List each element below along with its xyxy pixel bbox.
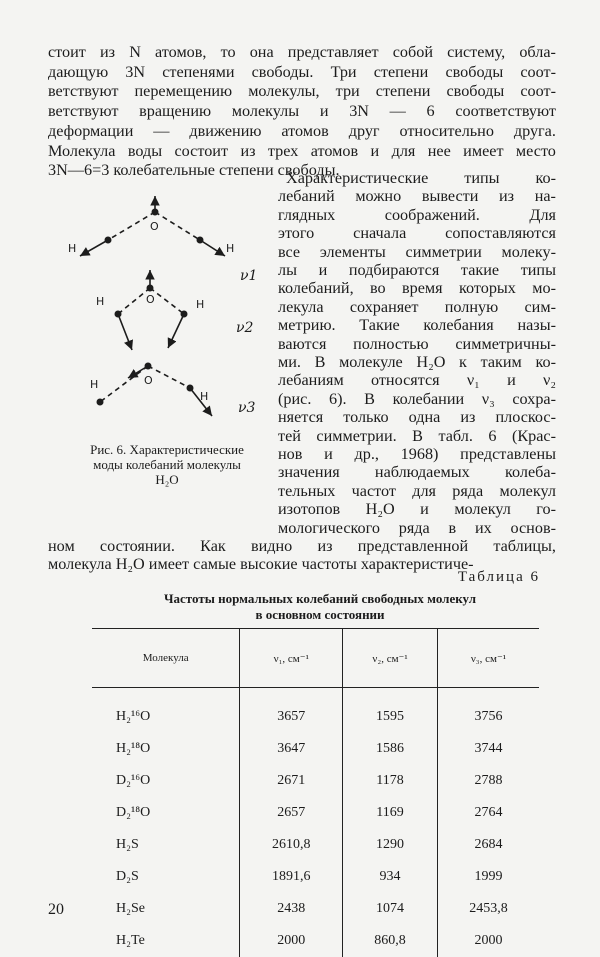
text-line: тей симметрии. В табл. 6 (Крас- — [278, 426, 556, 445]
table-cell-v3: 3756 — [437, 688, 539, 734]
text-line: лекула сохраняет полную сим- — [278, 297, 556, 316]
table-row — [92, 861, 539, 893]
table-cell-v1: 2438 — [240, 893, 343, 925]
table-row — [92, 925, 539, 957]
table-cell-molecule: H₂Se — [116, 901, 145, 916]
atom-h-label: H — [96, 295, 105, 308]
text-line: 3N—6=3 колебательные степени свободы. — [48, 161, 340, 180]
mode-label-v1: ν1 — [240, 268, 258, 284]
atom-h-label: H — [226, 242, 235, 255]
atom-h-label: H — [200, 390, 209, 403]
text-line: ветствуют перемещению молекулы, три степени свободы соот- — [48, 82, 556, 101]
text-line: деформации — движению атомов друг относительно друга. — [48, 121, 556, 140]
table-cell-v2: 1169 — [343, 797, 438, 829]
table-cell-molecule: H₂¹⁶O — [116, 709, 151, 724]
text-line: этого сначала сопоставляются — [278, 224, 556, 243]
table-row — [92, 797, 539, 829]
text-line: стоит из N атомов, то она представляет собой систему, обла- — [48, 43, 556, 61]
table-cell-v2: 1178 — [343, 765, 438, 797]
text-line: ми. В молекуле H₂O к таким ко- — [278, 353, 556, 371]
column-header: ν₁, см⁻¹ — [240, 629, 343, 688]
table-cell-v3: 2788 — [437, 765, 539, 797]
text-line: Молекула воды состоит из трех атомов и для нее имеет место — [48, 141, 556, 160]
text-line: ветствуют вращению молекулы и 3N — 6 соответствуют — [48, 102, 556, 121]
text-line: нов и др., 1968) представлены — [278, 445, 556, 463]
table-row — [92, 733, 539, 765]
table-cell-v1: 2657 — [240, 797, 343, 829]
text-line: лебаний можно вывести из на- — [278, 187, 556, 206]
text-line: лебаниям относятся ν₁ и ν₂ — [278, 371, 556, 390]
table-cell-v1: 3647 — [240, 733, 343, 765]
atom-h-label: H — [90, 378, 99, 391]
table-cell-v3: 2764 — [437, 797, 539, 829]
atom-o-label: O — [144, 374, 153, 387]
table-cell-v3: 1999 — [437, 861, 539, 893]
table-cell-v3: 3744 — [437, 733, 539, 765]
table-title: в основном состоянии — [255, 607, 385, 622]
table-cell-v3: 2000 — [437, 925, 539, 957]
table-cell-molecule: H₂S — [116, 837, 139, 852]
text-line: значения наблюдаемых колеба- — [278, 463, 556, 482]
table-cell-v2: 860,8 — [343, 925, 438, 957]
table-cell-v2: 1074 — [343, 893, 438, 925]
mode-label-v3: ν3 — [238, 400, 256, 416]
table-cell-v1: 3657 — [240, 688, 343, 734]
text-line: колебаний, во время которых мо- — [278, 279, 556, 298]
table-number: Таблица 6 — [457, 569, 540, 585]
table-cell-molecule: D₂¹⁸O — [116, 805, 151, 820]
table-row — [92, 829, 539, 861]
column-header: ν₃, см⁻¹ — [437, 629, 539, 688]
table-cell-v2: 1586 — [343, 733, 438, 765]
table-cell-v1: 2610,8 — [240, 829, 343, 861]
atom-o-label: O — [146, 293, 155, 306]
text-line: тельных частот для ряда молекул — [278, 481, 556, 500]
frequency-table — [92, 628, 539, 957]
table-row — [92, 893, 539, 925]
table-cell-molecule: D₂¹⁶O — [116, 773, 151, 788]
text-line: все элементы симметрии молеку- — [278, 242, 556, 261]
table-row — [92, 688, 539, 734]
table-cell-v1: 1891,6 — [240, 861, 343, 893]
column-header: Молекула — [92, 629, 240, 688]
table-cell-molecule: H₂Te — [116, 933, 145, 948]
text-line: изотопов H₂O и молекул го- — [278, 500, 556, 519]
atom-h-label: H — [196, 298, 205, 311]
table-cell-molecule: H₂¹⁸O — [116, 741, 151, 756]
table-row — [92, 765, 539, 797]
atom-h-label: H — [68, 242, 77, 255]
page-number: 20 — [48, 901, 64, 918]
text-line: ном состоянии. Как видно из представленной таблицы, — [48, 537, 556, 555]
text-line: Характеристические типы ко- — [286, 169, 556, 187]
vibration-modes-figure — [50, 190, 270, 440]
table-cell-v2: 1290 — [343, 829, 438, 861]
column-header: ν₂, см⁻¹ — [343, 629, 438, 688]
table-cell-v1: 2671 — [240, 765, 343, 797]
text-line: дающую 3N степенями свободы. Три степени свободы соот- — [48, 62, 556, 81]
table-cell-v2: 934 — [343, 861, 438, 893]
text-line: глядных соображений. Для — [278, 205, 556, 224]
figure-caption: Рис. 6. Характеристические моды колебаний молекулы H₂O — [90, 442, 244, 487]
text-line: ваются полностью симметричны- — [278, 334, 556, 353]
table-cell-v2: 1595 — [343, 688, 438, 734]
text-line: няется только одна из плоскос- — [278, 408, 556, 427]
mode-label-v2: ν2 — [236, 320, 254, 336]
atom-o-label: O — [150, 220, 159, 233]
table-cell-molecule: D₂S — [116, 869, 139, 884]
text-line: мологического ряда в их основ- — [278, 518, 556, 537]
table-cell-v3: 2453,8 — [437, 893, 539, 925]
text-line: молекула H₂O имеет самые высокие частоты характеристиче- — [48, 555, 474, 574]
table-cell-v3: 2684 — [437, 829, 539, 861]
table-title: Частоты нормальных колебаний свободных молекул — [163, 591, 476, 606]
text-line: (рис. 6). В колебании ν₃ сохра- — [278, 389, 556, 408]
text-line: метрию. Такие колебания назы- — [278, 316, 556, 335]
table-cell-v1: 2000 — [240, 925, 343, 957]
text-line: лы и подбираются такие типы — [278, 261, 556, 279]
